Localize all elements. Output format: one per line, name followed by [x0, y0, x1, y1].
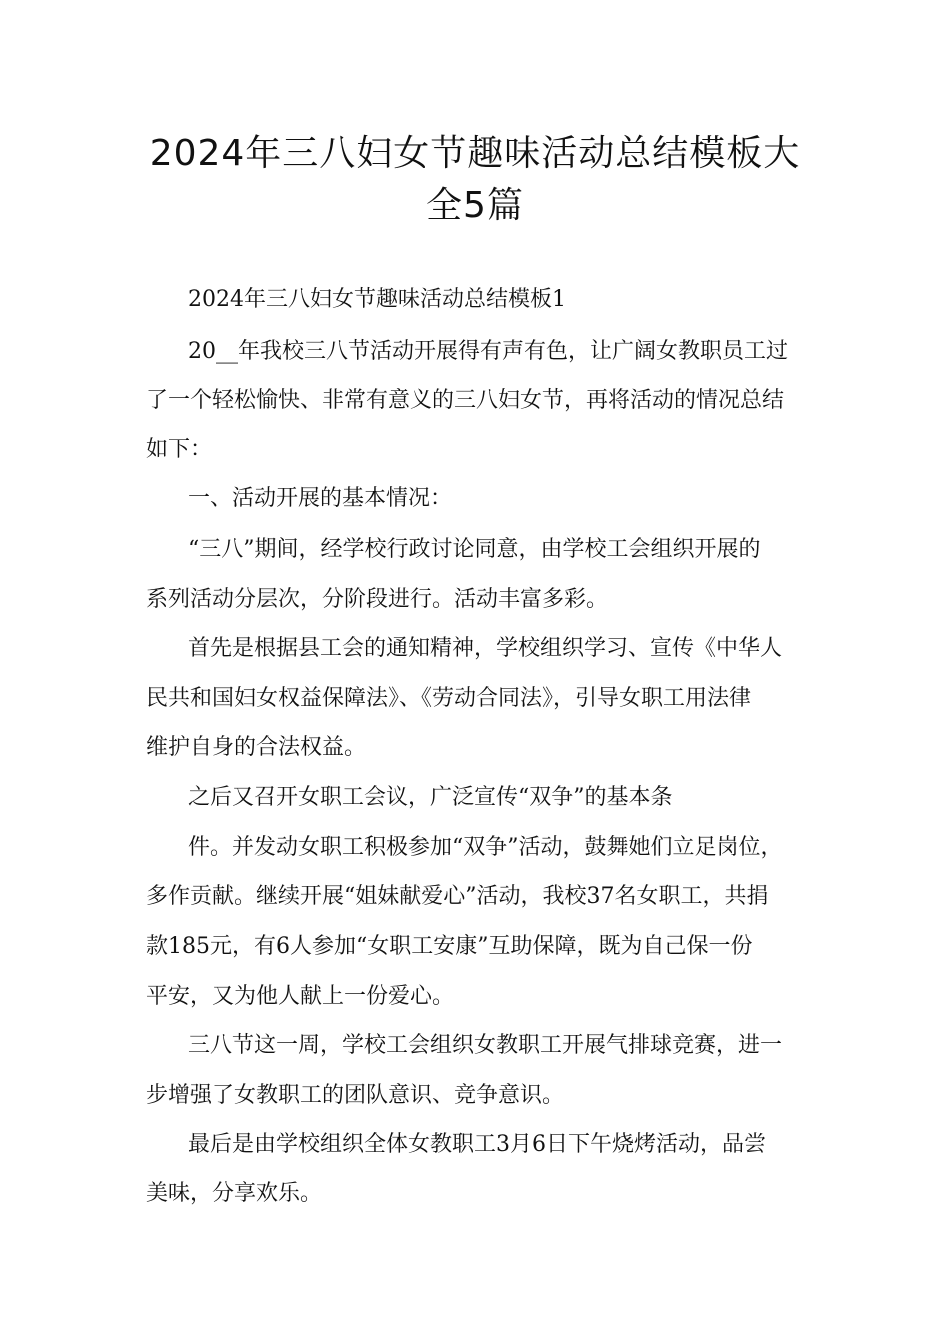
- paragraph-line: 了一个轻松愉快、非常有意义的三八妇女节，再将活动的情况总结: [146, 388, 785, 413]
- paragraph-line: 如下：: [146, 437, 213, 462]
- paragraph-line: 多作贡献。继续开展“姐妹献爱心”活动，我校37名女职工，共捐: [146, 884, 769, 909]
- paragraph-line: 三八节这一周，学校工会组织女教职工开展气排球竞赛，进一: [188, 1033, 783, 1058]
- paragraph-line: 之后又召开女职工会议，广泛宣传“双争”的基本条: [188, 785, 673, 810]
- paragraph-line: 首先是根据县工会的通知精神，学校组织学习、宣传《中华人: [188, 636, 783, 661]
- paragraph-line: 美味，分享欢乐。: [146, 1181, 323, 1206]
- section-heading: 2024年三八妇女节趣味活动总结模板1: [188, 287, 566, 312]
- document-title-line-2: 全5篇: [426, 185, 524, 226]
- paragraph-line: 20__年我校三八节活动开展得有声有色，让广阔女教职员工过: [188, 339, 788, 364]
- paragraph-line: 步增强了女教职工的团队意识、竞争意识。: [146, 1083, 565, 1108]
- paragraph-line: “三八”期间，经学校行政讨论同意，由学校工会组织开展的: [188, 537, 761, 562]
- paragraph-line: 款185元，有6人参加“女职工安康”互助保障，既为自己保一份: [146, 934, 753, 959]
- document-title-line-1: 2024年三八妇女节趣味活动总结模板大: [149, 133, 801, 174]
- paragraph-line: 平安，又为他人献上一份爱心。: [146, 984, 455, 1009]
- paragraph-line: 民共和国妇女权益保障法》、《劳动合同法》，引导女职工用法律: [146, 686, 752, 711]
- paragraph-line: 维护自身的合法权益。: [146, 735, 367, 760]
- paragraph-line: 最后是由学校组织全体女教职工3月6日下午烧烤活动，品尝: [188, 1132, 766, 1157]
- subheading: 一、活动开展的基本情况：: [188, 486, 453, 511]
- paragraph-line: 系列活动分层次，分阶段进行。活动丰富多彩。: [146, 587, 609, 612]
- paragraph-line: 件。并发动女职工积极参加“双争”活动，鼓舞她们立足岗位，: [188, 835, 783, 860]
